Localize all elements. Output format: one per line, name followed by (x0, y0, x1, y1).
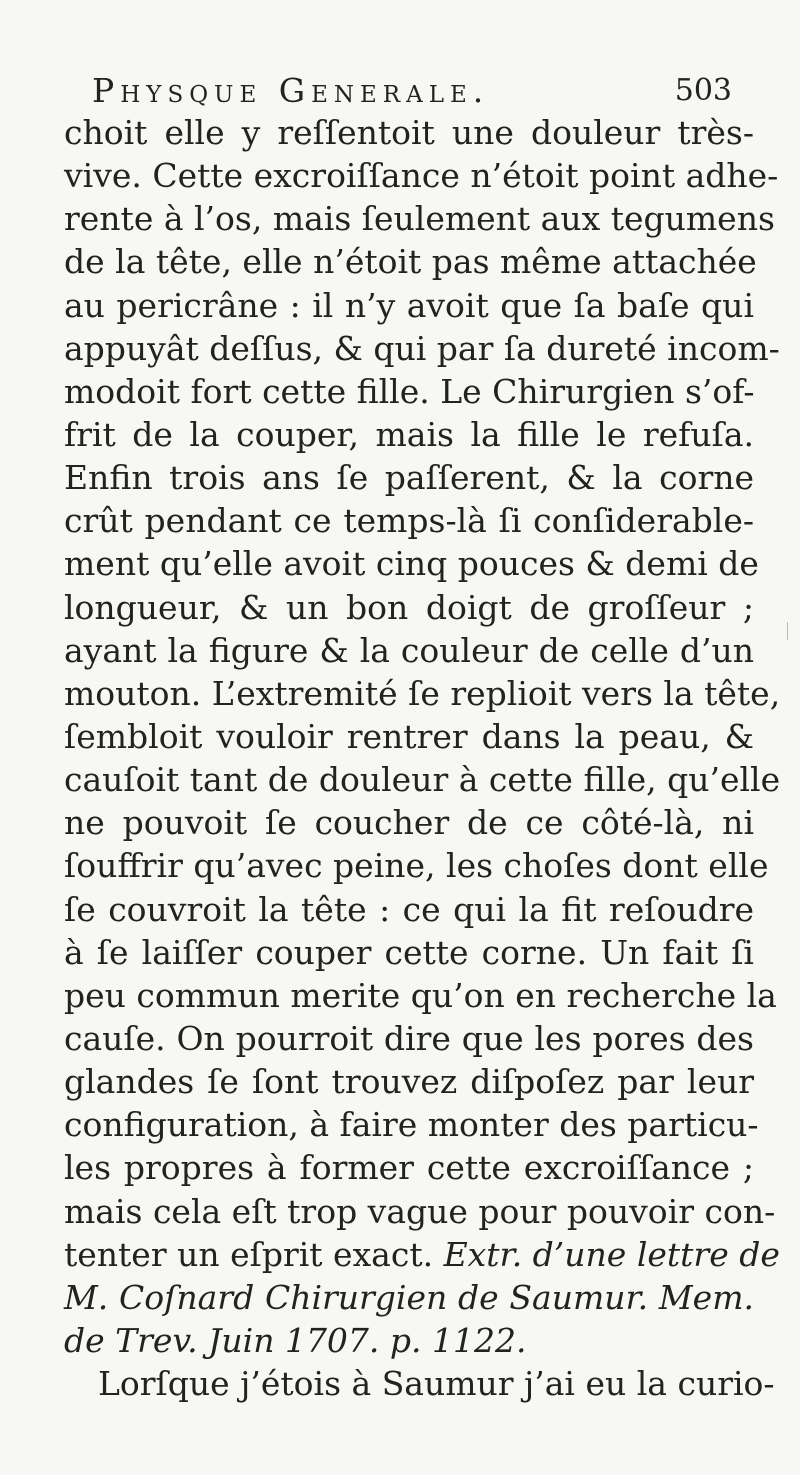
text-line: modoit fort cette fille. Le Chirurgien s’of- (64, 371, 755, 411)
text-line: glandes ſe ſont trouvez diſpoſez par leur (64, 1062, 754, 1102)
text-line: au pericrâne : il n’y avoit que ſa baſe qui (64, 285, 754, 325)
text-line: crût pendant ce temps-là ſi conſiderable- (64, 501, 754, 541)
text-line: de la tête, elle n’étoit pas même attachée (64, 242, 757, 282)
text-line: à ſe laiſſer couper cette corne. Un fait ſi (64, 932, 754, 972)
margin-mark (787, 622, 788, 640)
text-roman-segment: tenter un eſprit exact. (64, 1234, 444, 1274)
text-line: ne pouvoit ſe coucher de ce côté-là, ni (64, 803, 754, 843)
text-line: cauſe. On pourroit dire que les pores des (64, 1018, 754, 1058)
text-line: les propres à former cette excroiſſance ; (64, 1148, 754, 1188)
text-line: appuyât deſſus, & qui par ſa dureté incom- (64, 328, 780, 368)
text-line-mixed (64, 1233, 780, 1276)
text-line: Enfin trois ans ſe paſſerent, & la corne (64, 458, 754, 498)
text-line: mais cela eſt trop vague pour pouvoir con- (64, 1191, 776, 1231)
text-line: frit de la couper, mais la fille le refuſa. (64, 414, 754, 454)
paragraph-start-line: Lorſque j’étois à Saumur j’ai eu la curio- (98, 1364, 775, 1404)
running-head (92, 66, 732, 116)
running-title: Physque Generale. (92, 71, 490, 110)
source-citation-line: M. Coſnard Chirurgien de Saumur. Mem. (64, 1277, 754, 1317)
body-text (64, 111, 781, 1405)
text-line: ſembloit vouloir rentrer dans la peau, & (64, 716, 754, 756)
text-line: ment qu’elle avoit cinq pouces & demi de (64, 544, 759, 584)
text-line: configuration, à faire monter des particu- (64, 1105, 759, 1145)
text-line: choit elle y reſſentoit une douleur très- (64, 113, 754, 152)
text-line: ſe couvroit la tête : ce qui la fit reſoudre (64, 889, 754, 929)
text-line: ſouffrir qu’avec peine, les choſes dont elle (64, 846, 769, 886)
text-line: longueur, & un bon doigt de groſſeur ; (64, 587, 754, 627)
source-citation-start: Extr. d’une lettre de (443, 1234, 780, 1274)
source-citation-line: de Trev. Juin 1707. p. 1122. (64, 1320, 527, 1360)
text-line: mouton. L’extremité ſe replioit vers la tête, (64, 673, 781, 713)
text-line: ayant la figure & la couleur de celle d’un (64, 630, 754, 670)
text-line: peu commun merite qu’on en recherche la (64, 975, 777, 1015)
text-line: cauſoit tant de douleur à cette fille, qu’elle (64, 760, 781, 800)
text-line: rente à l’os, mais ſeulement aux tegumens (64, 199, 775, 239)
page-number: 503 (674, 73, 732, 108)
text-line: vive. Cette excroiſſance n’étoit point adhe- (64, 156, 779, 196)
